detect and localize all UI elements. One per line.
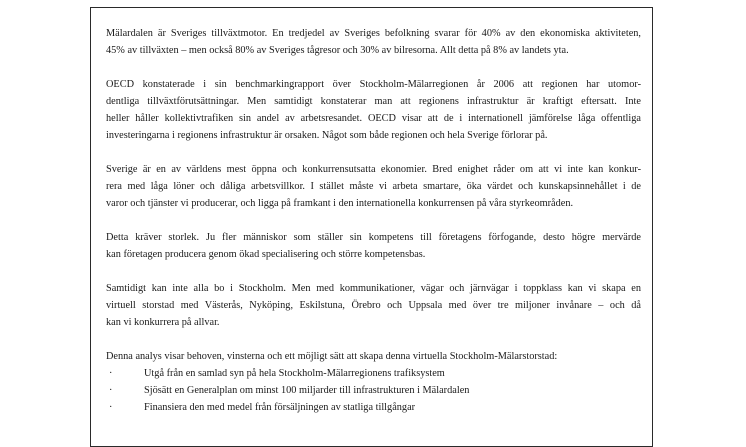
text-line: Sverige är en av världens mest öppna och konkurrensutsatta ekonomier. Bred enighet råder om att vi inte kan konkur- — [106, 164, 641, 175]
text-line: OECD konstaterade i sin benchmarkingrapport över Stockholm-Mälarregionen år 2006 att regionen har utomor- — [106, 79, 641, 90]
text-line: Mälardalen är Sveriges tillväxtmotor. En tredjedel av Sveriges befolkning svarar för 40% av den ekonomiska aktiviteten, — [106, 28, 641, 39]
list-item-text: Sjösätt en Generalplan om minst 100 miljarder till infrastrukturen i Mälardalen — [144, 385, 470, 396]
text-line: kan företagen producera genom ökad specialisering och större kompetensbas. — [106, 249, 426, 260]
list-item — [106, 365, 641, 382]
text-line: Detta kräver storlek. Ju fler människor som ställer sin kompetens till företagens förfogande, desto högre mervärde — [106, 232, 641, 243]
bullet-icon: · — [109, 368, 113, 379]
analysis-intro: Denna analys visar behoven, vinsterna och ett möjligt sätt att skapa denna virtuella Stockholm-Mälarstorstad: — [106, 351, 558, 362]
paragraph-4 — [106, 229, 641, 263]
text-line: Samtidigt kan inte alla bo i Stockholm. Men med kommunikationer, vägar och järnvägar i toppklass kan vi skapa en — [106, 283, 641, 294]
text-line: 45% av tillväxten – men också 80% av Sveriges tågresor och 30% av bilresorna. Allt detta på 8% av landets yta. — [106, 45, 569, 56]
analysis-section — [106, 348, 641, 416]
document-page — [90, 7, 653, 447]
text-line: varor och tjänster vi producerar, och ligga på framkant i den internationella konkurrensen på våra styrkeområden. — [106, 198, 574, 209]
text-line: heller håller kollektivtrafiken sin andel av arbetsresandet. OECD visar att de i internationell jämförelse låga offentliga — [106, 113, 641, 124]
list-item-text: Utgå från en samlad syn på hela Stockholm-Mälarregionens trafiksystem — [144, 368, 445, 379]
bullet-icon: · — [109, 385, 113, 396]
bullet-list — [106, 365, 641, 416]
list-item-text: Finansiera den med medel från försäljningen av statliga tillgångar — [144, 402, 416, 413]
text-line: dentliga tillväxtförutsättningar. Men samtidigt konstaterar man att regionens infrastruktur är kraftigt eftersatt. Inte — [106, 96, 641, 107]
text-line: virtuell storstad med Västerås, Nyköping, Eskilstuna, Örebro och Uppsala med över tre miljoner invånare – och då — [106, 300, 641, 311]
paragraph-3 — [106, 161, 641, 212]
text-line: kan vi konkurrera på allvar. — [106, 317, 220, 328]
paragraph-1 — [106, 25, 641, 59]
paragraph-5 — [106, 280, 641, 331]
text-line: rera med låga löner och dåliga arbetsvillkor. I stället måste vi arbeta smartare, öka värdet och kunskapsinnehållet i de — [106, 181, 641, 192]
paragraph-2 — [106, 76, 641, 144]
list-item — [106, 399, 641, 416]
bullet-icon: · — [109, 402, 113, 413]
list-item — [106, 382, 641, 399]
text-line: investeringarna i regionens infrastruktur är orsaken. Något som både regionen och hela Sverige förlorar på. — [106, 130, 548, 141]
document-body — [106, 25, 641, 416]
